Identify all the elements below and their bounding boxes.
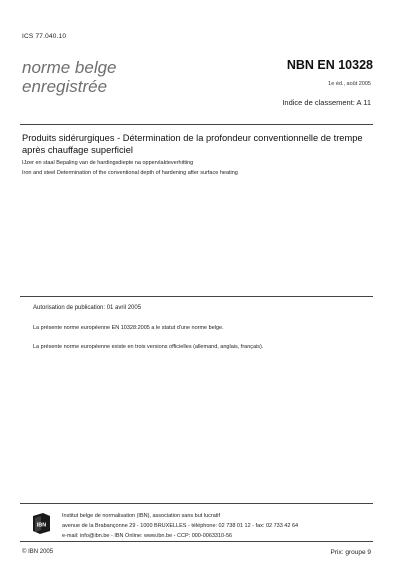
classification-index: Indice de classement: A 11 xyxy=(282,98,371,107)
institute-line-1: Institut belge de normalisation (IBN), association sans but lucratif xyxy=(62,513,221,519)
institute-info xyxy=(62,511,298,541)
header-divider xyxy=(20,124,373,125)
norme-belge-heading xyxy=(22,58,117,96)
body-divider xyxy=(20,296,373,297)
logo-text: IBN xyxy=(36,522,47,529)
price-group: Prix: groupe 9 xyxy=(330,549,371,556)
copyright: © IBN 2005 xyxy=(22,549,54,555)
institute-line-3: e-mail: info@ibn.be - IBN Online: www.ibn.be - CCP: 000-0063310-56 xyxy=(62,533,233,539)
norme-line-2: enregistrée xyxy=(22,77,108,96)
subtitle-english: Iron and steel Determination of the conventional depth of hardening after surface heating xyxy=(22,170,238,176)
versions-statement: La présente norme européenne existe en trois versions officielles (allemand, anglais, français). xyxy=(33,344,264,350)
edition-date: 1e éd., août 2005 xyxy=(328,81,371,87)
bottom-divider xyxy=(20,541,373,542)
institute-line-2: avenue de la Brabançonne 29 - 1000 BRUXELLES - téléphone: 02 738 01 12 - fax: 02 733 42 64 xyxy=(62,523,299,529)
ibn-logo-icon xyxy=(33,513,50,534)
footer-divider xyxy=(20,503,373,504)
standard-code: NBN EN 10328 xyxy=(286,58,373,72)
publication-authorisation: Autorisation de publication: 01 avril 2005 xyxy=(33,305,142,311)
norme-line-1: norme belge xyxy=(22,58,117,77)
ics-code: ICS 77.040.10 xyxy=(22,33,67,40)
subtitle-dutch: IJzer en staal Bepaling van de hardingsdiepte na oppervlakteverhitting xyxy=(22,160,194,166)
status-statement: La présente norme européenne EN 10328:2005 a le statut d'une norme belge. xyxy=(33,325,224,331)
document-title: Produits sidérurgiques - Détermination de la profondeur conventionnelle de trempe après chauffage superficiel xyxy=(22,133,363,155)
